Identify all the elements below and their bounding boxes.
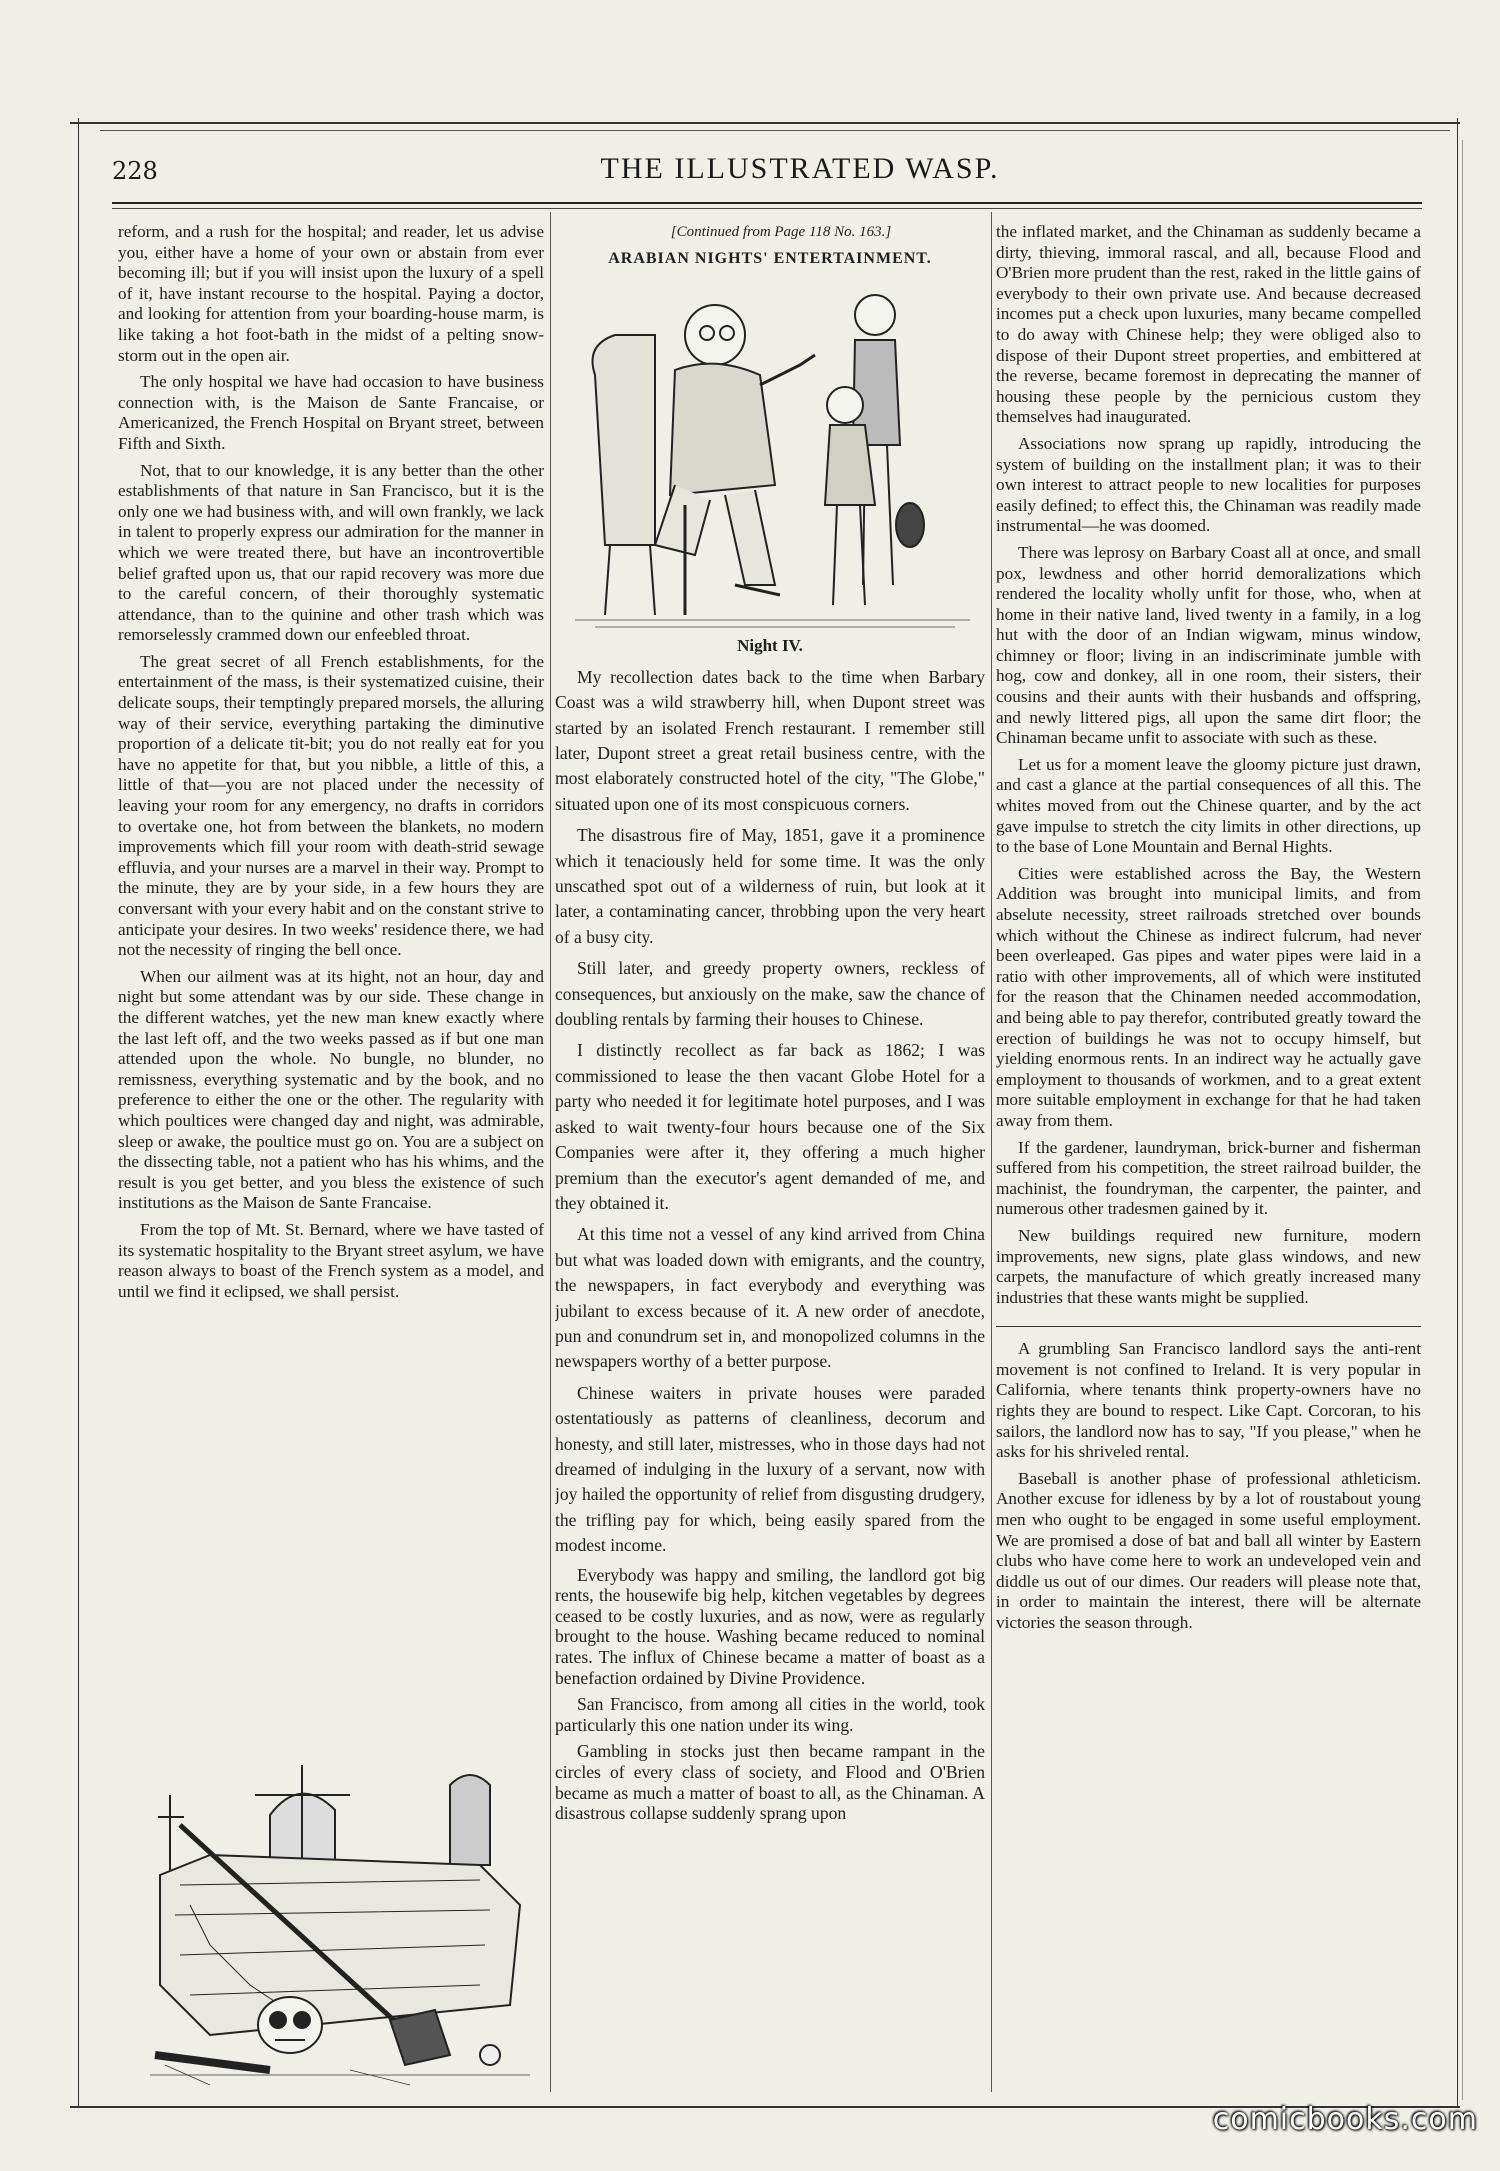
masthead-title: THE ILLUSTRATED WASP. bbox=[600, 152, 1000, 185]
header-rule-thin bbox=[112, 208, 1422, 209]
header-rule bbox=[112, 202, 1422, 204]
margin-line bbox=[1462, 140, 1463, 2100]
col1-paragraph: Not, that to our knowledge, it is any better than the other establishments of that nature in San Francisco, but it is the only one we had business with, and will own frankly, we lack in talent to properly express our admiration for the manner in which we were treated there, but have an incontrovertible belief grafted upon us, that our rapid recovery was more due to the careful concern, of their thoroughly systematic attendance, than to the quinine and other trash which was remorselessly crammed down our enfeebled throat. bbox=[118, 460, 544, 645]
col2-paragraph: San Francisco, from among all cities in the world, took particularly this one nation under its wing. bbox=[555, 1694, 985, 1735]
column-3 bbox=[996, 222, 1421, 2094]
col1-paragraph: From the top of Mt. St. Bernard, where we have tasted of its systematic hospitality to the Bryant street asylum, we have reason always to boast of the French system as a model, and until we find it eclipsed, we shall persist. bbox=[118, 1219, 544, 1301]
col2-paragraph: Chinese waiters in private houses were paraded ostentatiously as patterns of cleanliness, decorum and honesty, and still later, mistresses, who in those days had not dreamed of indulging in the luxury of a servant, now with joy hailed the opportunity of relief from disgusting drudgery, the trifling pay for which, being easily spared from the modest income. bbox=[555, 1382, 985, 1556]
col3-paragraph: New buildings required new furniture, modern improvements, new signs, plate glass windows, and new carpets, the manufacture of which greatly increased many industries that these wants might be supplied. bbox=[996, 1225, 1421, 1307]
col3-paragraph: the inflated market, and the Chinaman as suddenly became a dirty, thieving, immoral rascal, and all, because Flood and O'Brien more prudent than the rest, raked in the little gains of everybody to their own private use. And because decreased incomes put a check upon luxuries, many became compelled to do away with Chinese help; they were obliged also to dispose of their Dupont street properties, and embittered at the reverse, became foremost in deprecating the manner of housing these people by the pernicious custom they themselves had inaugurated. bbox=[996, 222, 1421, 427]
col2-paragraph: At this time not a vessel of any kind arrived from China but what was loaded down with emigrants, and the country, the newspapers, in fact everybody and everything was jubilant to excess because of it. A new order of anecdote, pun and conundrum set in, and monopolized columns in the newspapers worthy of a better purpose. bbox=[555, 1224, 985, 1372]
column-divider-1 bbox=[550, 212, 551, 2092]
col3-paragraph: Let us for a moment leave the gloomy picture just drawn, and cast a glance at the partial consequences of all this. The whites moved from out the Chinese quarter, and by the act gave impulse to stretch the city limits in other directions, up to the base of Lone Mountain and Bernal Hights. bbox=[996, 754, 1421, 857]
col3-paragraph: Associations now sprang up rapidly, introducing the system of building on the installment plan; it was to their own interest to attract people to new localities for purposes easily defined; to effect this, the Chinaman was readily made instrumental—he was doomed. bbox=[996, 433, 1421, 536]
col3-paragraph: If the gardener, laundryman, brick-burner and fisherman suffered from his competition, the street railroad builder, the machinist, the foundryman, the carpenter, the painter, and numerous other tradesmen gained by it. bbox=[996, 1137, 1421, 1219]
note-paragraph: A grumbling San Francisco landlord says the anti-rent movement is not confined to Ireland. It is very popular in California, where tenants think property-owners have no rights they are bound to respect. Like Capt. Corcoran, to his sailors, the landlord now has to say, "If you please," when he asks for his shriveled rental. bbox=[996, 1339, 1421, 1462]
page-number: 228 bbox=[112, 157, 158, 185]
column-1 bbox=[118, 222, 544, 1742]
col1-paragraph: reform, and a rush for the hospital; and reader, let us advise you, either have a home of your own or abstain from ever becoming ill; but if you will insist upon the luxury of a spell of it, have instant recourse to the hospital. Paying a doctor, and looking for attention from your boarding-house marm, is like taking a hot foot-bath in the midst of a pelting snow-storm out in the open air. bbox=[118, 222, 544, 365]
section-separator bbox=[996, 1326, 1421, 1327]
graveyard-illustration bbox=[150, 1755, 530, 2090]
note-paragraph: Baseball is another phase of professional athleticism. Another excuse for idleness by by a lot of roustabout young men who ought to be engaged in some useful employment. We are promised a dose of bat and ball all winter by Eastern clubs who have come here to work an undeveloped vein and diddle us out of our dimes. Our readers will please note that, in order to maintain the interest, there will be alternate victories the season through. bbox=[996, 1468, 1421, 1632]
column-divider-2 bbox=[991, 212, 992, 2092]
watermark: comicbooks.com bbox=[1212, 2102, 1478, 2137]
article-body-wide bbox=[555, 665, 985, 1559]
continued-note: [Continued from Page 118 No. 163.] bbox=[670, 224, 892, 240]
col2-paragraph: I distinctly recollect as far back as 1862; I was commissioned to lease the then vacant Globe Hotel for a party who needed it for legitimate hotel purposes, and I was asked to wait twenty-four hours because one of the Six Companies were after it, they offering a much higher premium than the executor's agent demanded of me, and they obtained it. bbox=[555, 1040, 985, 1213]
col2-paragraph: Everybody was happy and smiling, the landlord got big rents, the housewife big help, kitchen vegetables by degrees ceased to be costly luxuries, and as now, were as regularly brought to the house. Washing became reduced to nominal rates. The influx of Chinese became a matter of boast as a benefaction ordained by Divine Providence. bbox=[555, 1564, 985, 1688]
section-heading: Night IV. bbox=[737, 636, 803, 656]
col1-paragraph: The great secret of all French establishments, for the entertainment of the mass, is their systematized cuisine, their delicate soups, their temptingly prepared morsels, the alluring way of their service, everything partaking the diminutive proportion of a delicate tit-bit; you do not really eat for you have no appetite for that, but you nibble, a little of this, a little of that—you are not placed under the necessity of leaving your room for any emergency, no drafts in corridors to overtake one, hot from between the blankets, no modern improvements which fill your room with death-strid sewage effluvia, and your nurses are a marvel in their way. Prompt to the minute, they are by your side, in a few hours they are conversant with your every habit and on the constant strive to anticipate your desires. In two weeks' residence there, we had not the necessity of ringing the bell once. bbox=[118, 651, 544, 960]
col1-paragraph: The only hospital we have had occasion to have business connection with, is the Maison de Sante Francaise, or Americanized, the French Hospital on Bryant street, between Fifth and Sixth. bbox=[118, 372, 544, 453]
col2-paragraph: Gambling in stocks just then became rampant in the circles of every class of society, and Flood and O'Brien became as much a matter of boast to all, as the Chinaman. A disastrous collapse suddenly sprang upon bbox=[555, 1741, 985, 1824]
col1-paragraph: When our ailment was at its hight, not an hour, day and night but some attendant was by our side. These change in the different watches, yet the new man knew exactly where the last left off, and the two weeks passed as if but one man attended upon the whole. No bungle, no blunder, no remissness, everything systematic and by the book, and no preference to either the one or the other. The regularity with which poultices were changed day and night, was admirable, sleep or awake, the poultice must go on. You are a subject on the dissecting table, not a patient who has his whims, and the result is you get better, and you bless the existence of such institutions as the Maison de Sante Francaise. bbox=[118, 966, 544, 1213]
col3-paragraph: Cities were established across the Bay, the Western Addition was brought into municipal limits, and from abselute necessity, street railroads stretched over bounds which without the Chinese as indirect fulcrum, had never been overleaped. Gas pipes and water pipes were laid in a ratio with other improvements, all of which were instituted for the reason that the Chinamen needed accommodation, and being able to pay therefor, contributed greatly toward the erection of buildings he was not to occupy himself, but yielding enormous rents. In an indirect way he actually gave employment to thousands of workmen, and to a great extent more suitable employment in exchange for that he had taken away from them. bbox=[996, 863, 1421, 1130]
article-title: ARABIAN NIGHTS' ENTERTAINMENT. bbox=[608, 249, 932, 267]
article-body-tight bbox=[555, 1565, 985, 1824]
col2-paragraph: The disastrous fire of May, 1851, gave it a prominence which it tenaciously held for some time. It was the only unscathed spot out of a wilderness of ruin, but look at it later, a contaminating cancer, throbbing upon the very heart of a busy city. bbox=[555, 825, 985, 947]
col2-paragraph: My recollection dates back to the time when Barbary Coast was a wild strawberry hill, when Dupont street was started by an isolated French restaurant. I remember still later, Dupont street a great retail business centre, with the most elaborately constructed hotel of the city, "The Globe," situated upon one of its most conspicuous corners. bbox=[555, 666, 985, 814]
col2-paragraph: Still later, and greedy property owners, reckless of consequences, but anxiously on the make, saw the chance of doubling rentals by farming their houses to Chinese. bbox=[555, 958, 985, 1030]
col3-paragraph: There was leprosy on Barbary Coast all at once, and small pox, lewdness and other horrid demoralizations which rendered the locality wholly unfit for those, who, when at home in their native land, lived twenty in a family, in a log hut with the door of an Indian wigwam, minus window, chimney or floor; living in an indiscriminate jumble with hog, cow and donkey, all in one room, their sisters, their cousins and their aunts with their husbands and offspring, and newly littered pigs, all upon the same dirt floor; the Chinaman became unfit to associate with such as these. bbox=[996, 542, 1421, 748]
arabian-nights-illustration bbox=[575, 285, 970, 635]
